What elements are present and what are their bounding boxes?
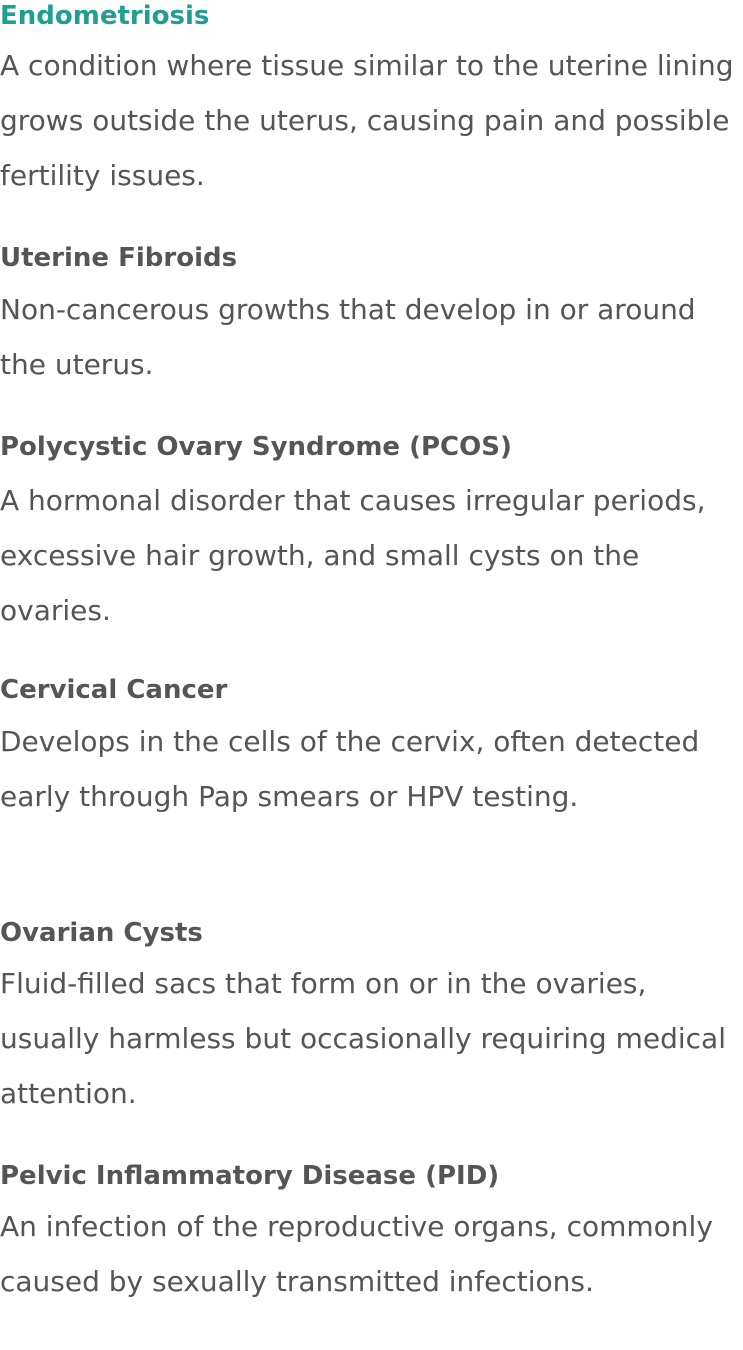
condition-desc-uterine-fibroids: Non-cancerous growths that develop in or around the uterus. xyxy=(0,293,696,381)
condition-title-pid: Pelvic Inflammatory Disease (PID) xyxy=(0,1161,500,1191)
condition-desc-pid: An infection of the reproductive organs, commonly caused by sexually transmitted infections. xyxy=(0,1210,713,1298)
condition-desc-cervical-cancer: Develops in the cells of the cervix, often detected early through Pap smears or HPV testing. xyxy=(0,725,700,813)
condition-title-ovarian-cysts: Ovarian Cysts xyxy=(0,918,203,948)
condition-title-uterine-fibroids: Uterine Fibroids xyxy=(0,243,238,273)
condition-title-endometriosis: Endometriosis xyxy=(0,1,210,31)
condition-title-pcos: Polycystic Ovary Syndrome (PCOS) xyxy=(0,432,512,462)
condition-title-cervical-cancer: Cervical Cancer xyxy=(0,675,228,705)
condition-desc-pcos: A hormonal disorder that causes irregular periods, excessive hair growth, and small cysts on the ovaries. xyxy=(0,484,706,627)
condition-desc-ovarian-cysts: Fluid-filled sacs that form on or in the ovaries, usually harmless but occasionally requiring medical attention. xyxy=(0,967,726,1110)
condition-desc-endometriosis: A condition where tissue similar to the uterine lining grows outside the uterus, causing pain and possible fertility issues. xyxy=(0,49,734,192)
